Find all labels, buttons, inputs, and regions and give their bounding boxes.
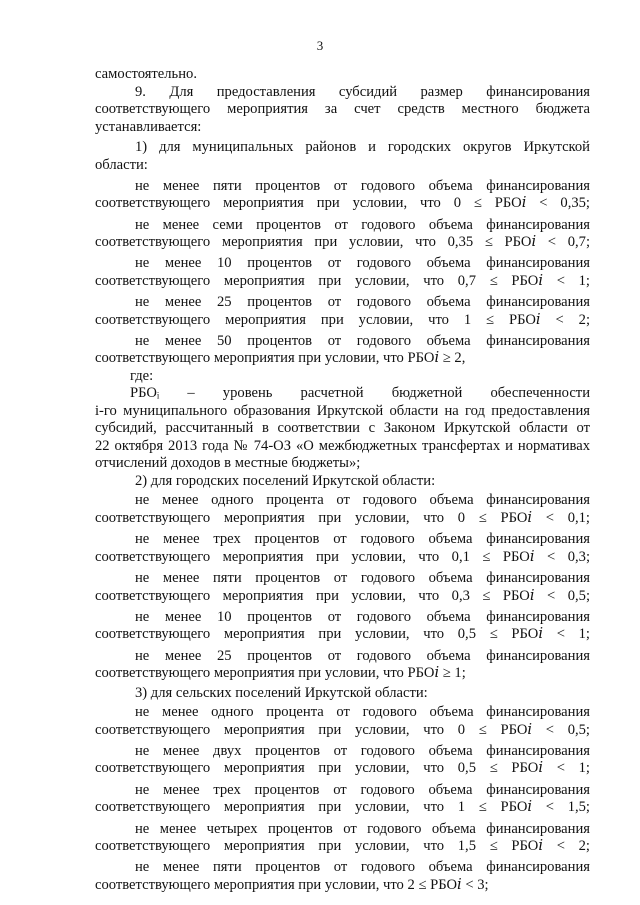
condition-line: не менее четырех процентов от годового объема финансирования [135,820,590,837]
condition-line: не менее пяти процентов от годового объема финансирования [135,570,590,587]
condition-line: соответствующего мероприятия при условии, что РБО𝑖 ≥ 1; [95,665,466,682]
definition-line: отчислений доходов в местные бюджеты»; [95,455,361,472]
where-label: где: [130,367,154,384]
condition-line: соответствующего мероприятия при условии, что 1 ≤ РБО𝑖 < 1,5; [95,799,590,816]
paragraph-9-line: устанавливается: [95,118,202,135]
condition-line: не менее одного процента от годового объема финансирования [135,492,590,509]
condition-line: не менее 25 процентов от годового объема финансирования [135,294,590,311]
condition-line: соответствующего мероприятия при условии, что 0 ≤ РБО𝑖 < 0,1; [95,509,590,526]
condition-line: соответствующего мероприятия при условии, что 1,5 ≤ РБО𝑖 < 2; [95,838,590,855]
condition-line: не менее пяти процентов от годового объема финансирования [135,177,590,194]
paragraph-9-line: 9. Для предоставления субсидий размер финансирования [135,83,590,100]
condition-line: соответствующего мероприятия при условии, что 1 ≤ РБО𝑖 < 2; [95,311,590,328]
condition-line: не менее семи процентов от годового объема финансирования [135,216,590,233]
condition-line: соответствующего мероприятия при условии, что 0,1 ≤ РБО𝑖 < 0,3; [95,548,590,565]
page-number: 3 [316,38,324,53]
condition-line: не менее 10 процентов от годового объема финансирования [135,255,590,272]
item-1-heading: области: [95,156,148,173]
definition-line: 22 октября 2013 года № 74-ОЗ «О межбюджетных трансфертах и нормативах [95,437,590,454]
condition-line: соответствующего мероприятия при условии, что 0 ≤ РБО𝑖 < 0,5; [95,721,590,738]
condition-line: не менее 25 процентов от годового объема финансирования [135,647,590,664]
condition-line: не менее трех процентов от годового объема финансирования [135,531,590,548]
definition-line: субсидий, рассчитанный в соответствии с Законом Иркутской области от [95,420,590,437]
condition-line: не менее 10 процентов от годового объема финансирования [135,608,590,625]
condition-line: соответствующего мероприятия при условии, что 2 ≤ РБО𝑖 < 3; [95,876,489,893]
condition-line: соответствующего мероприятия при условии, что 0 ≤ РБО𝑖 < 0,35; [95,195,590,212]
document-body [95,66,590,894]
condition-line: соответствующего мероприятия при условии, что 0,5 ≤ РБО𝑖 < 1; [95,626,590,643]
definition-line: РБОᵢ – уровень расчетной бюджетной обеспеченности [130,385,590,402]
item-1-heading: 1) для муниципальных районов и городских округов Иркутской [135,139,590,155]
condition-line: не менее пяти процентов от годового объема финансирования [135,859,590,876]
condition-line: соответствующего мероприятия при условии, что 0,7 ≤ РБО𝑖 < 1; [95,272,590,289]
condition-line: не менее одного процента от годового объема финансирования [135,704,590,721]
item-3-heading: 3) для сельских поселений Иркутской области: [135,684,428,701]
text-line: самостоятельно. [95,66,197,82]
condition-line: не менее трех процентов от годового объема финансирования [135,781,590,798]
condition-line: соответствующего мероприятия при условии, что 0,35 ≤ РБО𝑖 < 0,7; [95,234,590,251]
paragraph-9-line: соответствующего мероприятия за счет средств местного бюджета [95,101,590,117]
item-2-heading: 2) для городских поселений Иркутской области: [135,472,436,489]
condition-line: соответствующего мероприятия при условии, что РБО𝑖 ≥ 2, [95,350,466,367]
condition-line: соответствующего мероприятия при условии, что 0,3 ≤ РБО𝑖 < 0,5; [95,587,590,604]
condition-line: не менее двух процентов от годового объема финансирования [135,742,590,759]
definition-line: i-го муниципального образования Иркутской области на год предоставления [95,402,590,419]
condition-line: не менее 50 процентов от годового объема финансирования [135,332,590,349]
condition-line: соответствующего мероприятия при условии, что 0,5 ≤ РБО𝑖 < 1; [95,760,590,777]
